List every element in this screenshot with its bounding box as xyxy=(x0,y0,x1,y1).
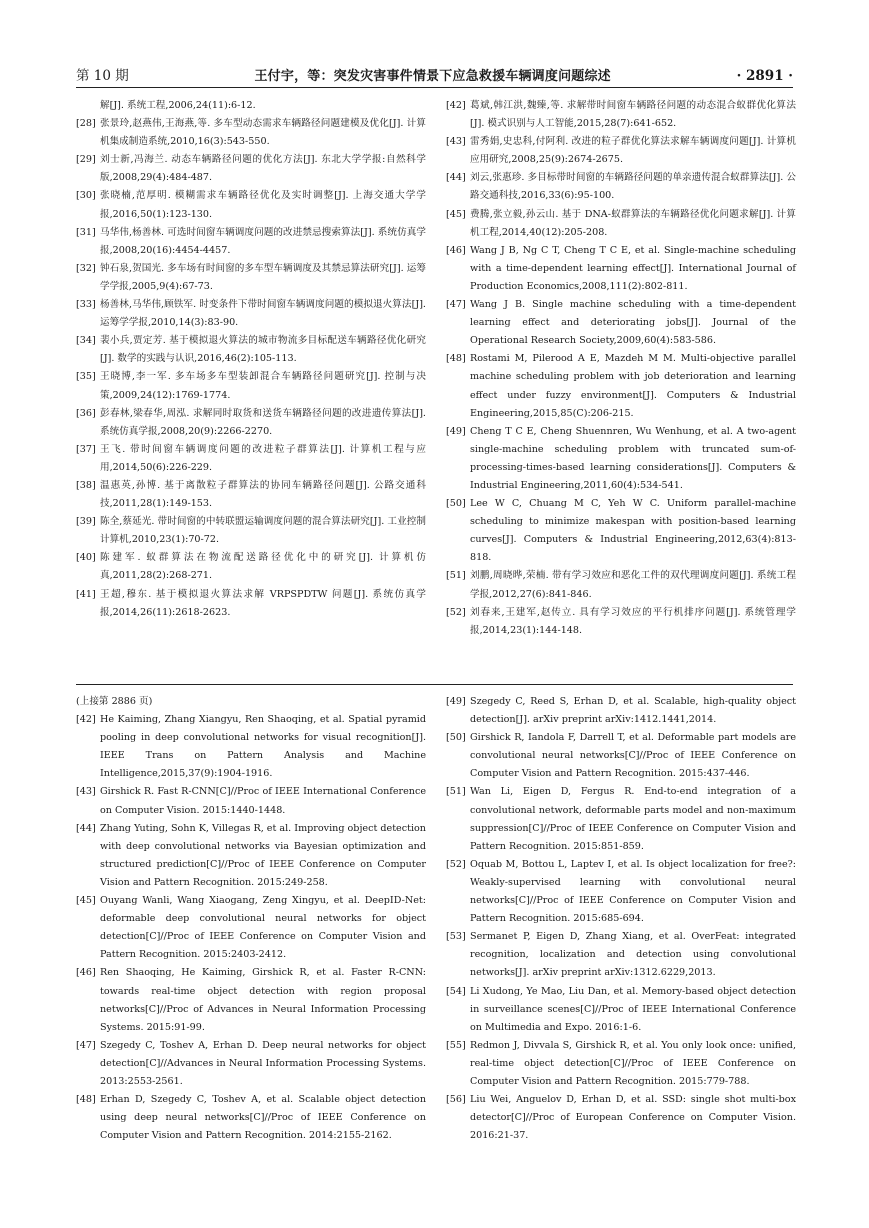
continuation-note: (上接第 2886 页) xyxy=(76,696,153,707)
reference-entry xyxy=(446,567,796,603)
reference-entry xyxy=(446,206,796,242)
reference-number: [30] xyxy=(76,190,96,202)
reference-number: [52] xyxy=(446,858,466,870)
reference-entry xyxy=(446,423,796,495)
reference-text: 雷秀娟,史忠科,付阿利. 改进的粒子群优化算法求解车辆调度问题[J]. 计算机应用研究,2008,25(9):2674-2675. xyxy=(470,136,796,166)
reference-number: [46] xyxy=(446,244,466,256)
reference-entry xyxy=(76,477,426,513)
reference-text: 葛斌,韩江洪,魏臻,等. 求解带时间窗车辆路径问题的动态混合蚁群优化算法[J]. 模式识别与人工智能,2015,28(7):641-652. xyxy=(470,100,796,130)
reference-number: [35] xyxy=(76,371,96,383)
reference-number: [56] xyxy=(446,1094,466,1106)
reference-number: [50] xyxy=(446,498,466,510)
reference-entry xyxy=(76,711,426,783)
reference-entry xyxy=(76,964,426,1036)
reference-number: [50] xyxy=(446,732,466,744)
reference-entry xyxy=(76,332,426,368)
reference-text: Szegedy C, Toshev A, Erhan D. Deep neural networks for object detection[C]//Advances in Neural Information Processing Systems. 2013:2553-2561. xyxy=(100,1039,426,1087)
reference-entry xyxy=(76,260,426,296)
reference-text: 钟石泉,贺国光. 多车场有时间窗的多车型车辆调度及其禁忌算法研究[J]. 运筹学学报,2005,9(4):67-73. xyxy=(100,262,426,292)
reference-number: [49] xyxy=(446,425,466,437)
reference-text: 王晓博,李一军. 多车场多车型装卸混合车辆路径问题研究[J]. 控制与决策,2009,24(12):1769-1774. xyxy=(100,371,426,401)
reference-text: Wan Li, Eigen D, Fergus R. End-to-end integration of a convolutional network, deformable parts model and non-maximum suppression[C]//Proc of IEEE Conference on Computer Vision and Pattern Recognition. 2015:851-859. xyxy=(470,786,796,852)
reference-text: 彭春林,梁春华,周泓. 求解同时取货和送货车辆路径问题的改进遗传算法[J]. 系统仿真学报,2008,20(9):2266-2270. xyxy=(100,407,426,437)
reference-text: 陈全,蔡延光. 带时间窗的中转联盟运输调度问题的混合算法研究[J]. 工业控制计算机,2010,23(1):70-72. xyxy=(100,516,426,546)
reference-text: 王飞. 带时间窗车辆调度问题的改进粒子群算法[J]. 计算机工程与应用,2014,50(6):226-229. xyxy=(100,443,426,473)
reference-entry xyxy=(446,242,796,296)
reference-text: Erhan D, Szegedy C, Toshev A, et al. Scalable object detection using deep neural networks[C]//Proc of IEEE Conference on Computer Vision and Pattern Recognition. 2014:2155-2162. xyxy=(100,1094,426,1142)
reference-number: [42] xyxy=(76,714,96,726)
reference-entry xyxy=(76,187,426,223)
reference-number: [48] xyxy=(76,1094,96,1106)
reference-column-top-right xyxy=(446,97,796,640)
reference-text: Liu Wei, Anguelov D, Erhan D, et al. SSD: single shot multi-box detector[C]//Proc of European Conference on Computer Vision. 2016:21-37. xyxy=(470,1094,796,1142)
reference-text: Girshick R, Iandola F, Darrell T, et al. Deformable part models are convolutional neural networks[C]//Proc of IEEE Conference on Computer Vision and Pattern Recognition. 2015:437-446. xyxy=(470,732,796,780)
reference-text: 刘春来,王建军,赵传立. 具有学习效应的平行机排序问题[J]. 系统管理学报,2014,23(1):144-148. xyxy=(470,606,796,636)
reference-entry xyxy=(76,296,426,332)
reference-text: 裴小兵,贾定芳. 基于模拟退火算法的城市物流多目标配送车辆路径优化研究[J]. 数学的实践与认识,2016,46(2):105-113. xyxy=(100,335,426,365)
reference-text: 马华伟,杨善林. 可选时间窗车辆调度问题的改进禁忌搜索算法[J]. 系统仿真学报,2008,20(16):4454-4457. xyxy=(100,226,426,256)
reference-number: [29] xyxy=(76,154,96,166)
reference-text: 刘云,张惠珍. 多目标带时间窗的车辆路径问题的单亲遗传混合蚁群算法[J]. 公路交通科技,2016,33(6):95-100. xyxy=(470,172,796,202)
reference-entry xyxy=(76,405,426,441)
reference-text: 杨善林,马华伟,顾铁军. 时变条件下带时间窗车辆调度问题的模拟退火算法[J]. 运筹学学报,2010,14(3):83-90. xyxy=(100,299,426,329)
reference-text: 王超,穆东. 基于模拟退火算法求解 VRPSPDTW 问题[J]. 系统仿真学报,2014,26(11):2618-2623. xyxy=(100,588,426,618)
reference-text: Lee W C, Chuang M C, Yeh W C. Uniform parallel-machine scheduling to minimize makespan with position-based learning curves[J]. Computers & Industrial Engineering,2012,63(4):813-818. xyxy=(470,498,796,564)
reference-text: 张晓楠,范厚明. 模糊需求车辆路径优化及实时调整[J]. 上海交通大学学报,2016,50(1):123-130. xyxy=(100,190,426,220)
reference-number: [42] xyxy=(446,100,466,111)
reference-entry xyxy=(76,1037,426,1091)
running-title: 王付宇，等：突发灾害事件情景下应急救援车辆调度问题综述 xyxy=(254,69,611,84)
reference-text: 费腾,张立毅,孙云山. 基于 DNA-蚁群算法的车辆路径优化问题求解[J]. 计算机工程,2014,40(12):205-208. xyxy=(470,208,796,238)
reference-text: Sermanet P, Eigen D, Zhang Xiang, et al. OverFeat: integrated recognition, localization and detection using convolutional networks[J]. arXiv preprint arXiv:1312.6229,2013. xyxy=(470,931,796,979)
reference-number: [36] xyxy=(76,407,96,419)
reference-text: Li Xudong, Ye Mao, Liu Dan, et al. Memory-based object detection in surveillance scenes[C]//Proc of IEEE International Conference on Multimedia and Expo. 2016:1-6. xyxy=(470,985,796,1033)
reference-number: [52] xyxy=(446,606,466,618)
reference-entry xyxy=(76,820,426,892)
running-header xyxy=(76,64,793,86)
reference-number: [51] xyxy=(446,570,466,582)
reference-entry xyxy=(76,1091,426,1145)
reference-text: Ren Shaoqing, He Kaiming, Girshick R, et al. Faster R-CNN: towards real-time object detection with region proposal networks[C]//Proc of Advances in Neural Information Processing Systems. 2015:91-99. xyxy=(100,967,426,1033)
reference-number: [48] xyxy=(446,353,466,365)
reference-entry xyxy=(76,115,426,151)
reference-entry xyxy=(76,441,426,477)
reference-number: [51] xyxy=(446,786,466,798)
reference-text: Wang J B, Ng C T, Cheng T C E, et al. Single-machine scheduling with a time-dependent learning effect[J]. International Journal of Production Economics,2008,111(2):802-811. xyxy=(470,244,796,292)
reference-text: 刘鹏,周晓晔,荣楠. 带有学习效应和恶化工件的双代理调度问题[J]. 系统工程学报,2012,27(6):841-846. xyxy=(470,570,796,600)
reference-number: [28] xyxy=(76,118,96,130)
reference-entry xyxy=(446,1091,796,1145)
reference-number: [37] xyxy=(76,443,96,455)
section-divider xyxy=(76,684,793,685)
reference-text: He Kaiming, Zhang Xiangyu, Ren Shaoqing, et al. Spatial pyramid pooling in deep convolutional networks for visual recognition[J]. IEEE Trans on Pattern Analysis and Machine Intelligence,2015,37(9):1904-1916. xyxy=(100,714,426,780)
reference-entry xyxy=(446,296,796,350)
reference-number: [43] xyxy=(446,136,466,148)
reference-number: [54] xyxy=(446,985,466,997)
reference-text: 刘士新,冯海兰. 动态车辆路径问题的优化方法[J]. 东北大学学报:自然科学版,2008,29(4):484-487. xyxy=(100,154,426,184)
reference-text: Ouyang Wanli, Wang Xiaogang, Zeng Xingyu, et al. DeepID-Net: deformable deep convolutional neural networks for object detection[C]//Proc of IEEE Conference on Computer Vision and Pattern Recognition. 2015:2403-2412. xyxy=(100,895,426,961)
reference-text: Szegedy C, Reed S, Erhan D, et al. Scalable, high-quality object detection[J]. arXiv preprint arXiv:1412.1441,2014. xyxy=(470,696,796,726)
reference-entry xyxy=(446,1037,796,1091)
reference-text: Cheng T C E, Cheng Shuennren, Wu Wenhung, et al. A two-agent single-machine scheduling problem with truncated sum-of-processing-times-based learning considerations[J]. Computers & Industrial Engineering,2011,60(4):534-541. xyxy=(470,425,796,491)
reference-entry xyxy=(446,604,796,640)
reference-entry xyxy=(446,783,796,855)
reference-entry xyxy=(446,169,796,205)
reference-text: Oquab M, Bottou L, Laptev I, et al. Is object localization for free?: Weakly-supervised learning with convolutional neural networks[C]//Proc of IEEE Conference on Computer Vision and Pattern Recognition. 2015:685-694. xyxy=(470,858,796,925)
reference-text: Wang J B. Single machine scheduling with a time-dependent learning effect and deteriorating jobs[J]. Journal of the Operational Research Society,2009,60(4):583-586. xyxy=(470,299,796,347)
reference-number: [53] xyxy=(446,931,466,943)
reference-number: [49] xyxy=(446,696,466,707)
reference-number: [40] xyxy=(76,552,96,564)
header-rule xyxy=(76,87,793,88)
reference-text: Rostami M, Pilerood A E, Mazdeh M M. Multi-objective parallel machine scheduling problem with job deterioration and learning effect under fuzzy environment[J]. Computers & Industrial Engineering,2015,85(C):206-215. xyxy=(470,353,796,419)
reference-column-bottom-right xyxy=(446,693,796,1145)
reference-entry xyxy=(76,368,426,404)
reference-entry xyxy=(446,495,796,567)
reference-number: [44] xyxy=(76,822,96,834)
issue-number: 第 10 期 xyxy=(76,68,129,84)
reference-entry xyxy=(446,983,796,1037)
reference-entry xyxy=(76,97,426,115)
reference-number: [43] xyxy=(76,786,96,798)
reference-entry xyxy=(76,892,426,964)
reference-number: [31] xyxy=(76,226,96,238)
reference-entry xyxy=(76,513,426,549)
reference-number: [34] xyxy=(76,335,96,347)
reference-column-bottom-left xyxy=(76,693,426,1145)
reference-text: Girshick R. Fast R-CNN[C]//Proc of IEEE International Conference on Computer Vision. 2015:1440-1448. xyxy=(100,786,426,816)
reference-number: [32] xyxy=(76,262,96,274)
reference-number: [47] xyxy=(76,1039,96,1051)
page-number: · 2891 · xyxy=(736,68,793,84)
reference-number: [33] xyxy=(76,299,96,311)
reference-number: [45] xyxy=(76,895,96,907)
reference-entry xyxy=(76,783,426,819)
reference-text: Zhang Yuting, Sohn K, Villegas R, et al. Improving object detection with deep convolutional networks via Bayesian optimization and structured prediction[C]//Proc of IEEE Conference on Computer Vision and Pattern Recognition. 2015:249-258. xyxy=(100,822,426,888)
reference-entry xyxy=(446,729,796,783)
reference-entry xyxy=(76,586,426,622)
reference-entry xyxy=(446,97,796,133)
reference-entry xyxy=(76,224,426,260)
reference-number: [44] xyxy=(446,172,466,184)
reference-number: [38] xyxy=(76,479,96,491)
reference-entry xyxy=(76,549,426,585)
reference-text: 陈建军. 蚁群算法在物流配送路径优化中的研究[J]. 计算机仿真,2011,28(2):268-271. xyxy=(100,552,426,582)
reference-number: [41] xyxy=(76,588,96,600)
reference-text: 温惠英,孙博. 基于离散粒子群算法的协同车辆路径问题[J]. 公路交通科技,2011,28(1):149-153. xyxy=(100,479,426,510)
reference-text: 张景玲,赵燕伟,王海燕,等. 多车型动态需求车辆路径问题建模及优化[J]. 计算机集成制造系统,2010,16(3):543-550. xyxy=(100,118,426,148)
reference-text: Redmon J, Divvala S, Girshick R, et al. You only look once: unified, real-time object detection[C]//Proc of IEEE Conference on Computer Vision and Pattern Recognition. 2015:779-788. xyxy=(470,1039,796,1087)
reference-number: [39] xyxy=(76,516,96,528)
reference-number: [45] xyxy=(446,208,466,220)
reference-entry xyxy=(446,693,796,729)
reference-number: [47] xyxy=(446,299,466,311)
reference-entry xyxy=(446,350,796,422)
reference-entry xyxy=(76,151,426,187)
reference-entry xyxy=(446,133,796,169)
reference-number: [55] xyxy=(446,1039,466,1051)
reference-entry xyxy=(446,928,796,982)
reference-number: [46] xyxy=(76,967,96,979)
reference-column-top-left xyxy=(76,97,426,622)
reference-entry xyxy=(446,856,796,928)
reference-text: 解[J]. 系统工程,2006,24(11):6-12. xyxy=(100,100,256,111)
